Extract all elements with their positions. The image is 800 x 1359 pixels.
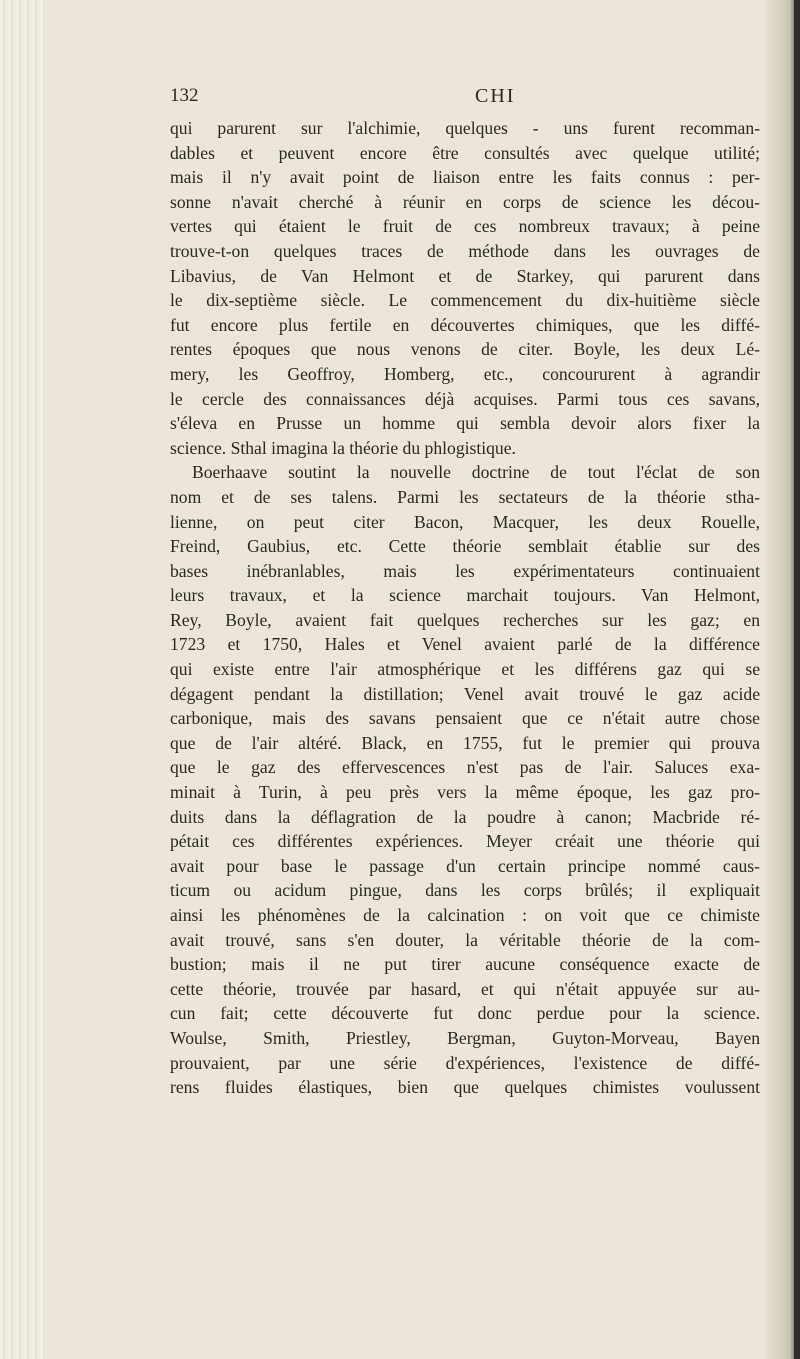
text-line: ticum ou acidum pingue, dans les corps brûlés; il expliquait — [170, 880, 760, 901]
text-line: bustion; mais il ne put tirer aucune conséquence exacte de — [170, 954, 760, 975]
text-line: carbonique, mais des savans pensaient que ce n'était autre chose — [170, 708, 760, 729]
text-line: mery, les Geoffroy, Homberg, etc., concoururent à agrandir — [170, 363, 760, 384]
text-line: vertes qui étaient le fruit de ces nombreux travaux; à peine — [170, 216, 760, 237]
text-line: s'éleva en Prusse un homme qui sembla devoir alors fixer la — [170, 413, 760, 434]
text-line: nom et de ses talens. Parmi les sectateurs de la théorie stha- — [170, 486, 760, 507]
text-line: sonne n'avait cherché à réunir en corps de science les décou- — [170, 191, 760, 212]
text-line: trouve-t-on quelques traces de méthode dans les ouvrages de — [170, 240, 760, 261]
text-line: 1723 et 1750, Hales et Venel avaient parlé de la différence — [170, 634, 760, 655]
page-gutter — [0, 0, 44, 1359]
text-line: Boerhaave soutint la nouvelle doctrine de tout l'éclat de son — [192, 462, 760, 483]
page-header — [170, 85, 770, 111]
text-line: cette théorie, trouvée par hasard, et qui n'était appuyée sur au- — [170, 978, 760, 999]
page-number: 132 — [170, 85, 199, 106]
text-line: avait trouvé, sans s'en douter, la véritable théorie de la com- — [170, 929, 760, 950]
text-line: qui parurent sur l'alchimie, quelques - uns furent recomman- — [170, 118, 760, 138]
text-line: duits dans la déflagration de la poudre à canon; Macbride ré- — [170, 806, 760, 827]
body-text — [170, 116, 760, 1100]
text-line: leurs travaux, et la science marchait toujours. Van Helmont, — [170, 585, 760, 606]
text-line: Woulse, Smith, Priestley, Bergman, Guyton-Morveau, Bayen — [170, 1027, 760, 1048]
scan-border — [794, 0, 800, 1359]
text-line: cun fait; cette découverte fut donc perdue pour la science. — [170, 1003, 760, 1024]
text-line: minait à Turin, à peu près vers la même époque, les gaz pro- — [170, 782, 760, 803]
text-line: prouvaient, par une série d'expériences, l'existence de diffé- — [170, 1052, 760, 1073]
text-line: mais il n'y avait point de liaison entre les faits connus : per- — [170, 167, 760, 188]
text-line: que le gaz des effervescences n'est pas de l'air. Saluces exa- — [170, 757, 760, 778]
text-line: qui existe entre l'air atmosphérique et les différens gaz qui se — [170, 659, 760, 680]
text-line: dables et peuvent encore être consultés avec quelque utilité; — [170, 142, 760, 163]
text-line: le dix-septième siècle. Le commencement du dix-huitième siècle — [170, 290, 760, 311]
text-line: Rey, Boyle, avaient fait quelques recherches sur les gaz; en — [170, 609, 760, 630]
text-line: dégagent pendant la distillation; Venel avait trouvé le gaz acide — [170, 683, 760, 704]
text-line: ainsi les phénomènes de la calcination : on voit que ce chimiste — [170, 905, 760, 925]
text-line: avait pour base le passage d'un certain principe nommé caus- — [170, 855, 760, 876]
text-line: Libavius, de Van Helmont et de Starkey, qui parurent dans — [170, 265, 760, 286]
text-line: lienne, on peut citer Bacon, Macquer, les deux Rouelle, — [170, 511, 760, 532]
text-line: pétait ces différentes expériences. Meyer créait une théorie qui — [170, 831, 760, 852]
text-line: le cercle des connaissances déjà acquises. Parmi tous ces savans, — [170, 388, 760, 409]
text-line: bases inébranlables, mais les expérimentateurs continuaient — [170, 560, 760, 581]
running-title: CHI — [475, 85, 516, 107]
text-line: Freind, Gaubius, etc. Cette théorie semblait établie sur des — [170, 536, 760, 557]
text-line: rens fluides élastiques, bien que quelques chimistes voulussent — [170, 1077, 760, 1098]
text-line: que de l'air altéré. Black, en 1755, fut le premier qui prouva — [170, 732, 760, 753]
text-line: fut encore plus fertile en découvertes chimiques, que les diffé- — [170, 314, 760, 335]
text-line: science. Sthal imagina la théorie du phlogistique. — [170, 437, 516, 458]
text-line: rentes époques que nous venons de citer. Boyle, les deux Lé- — [170, 339, 760, 360]
